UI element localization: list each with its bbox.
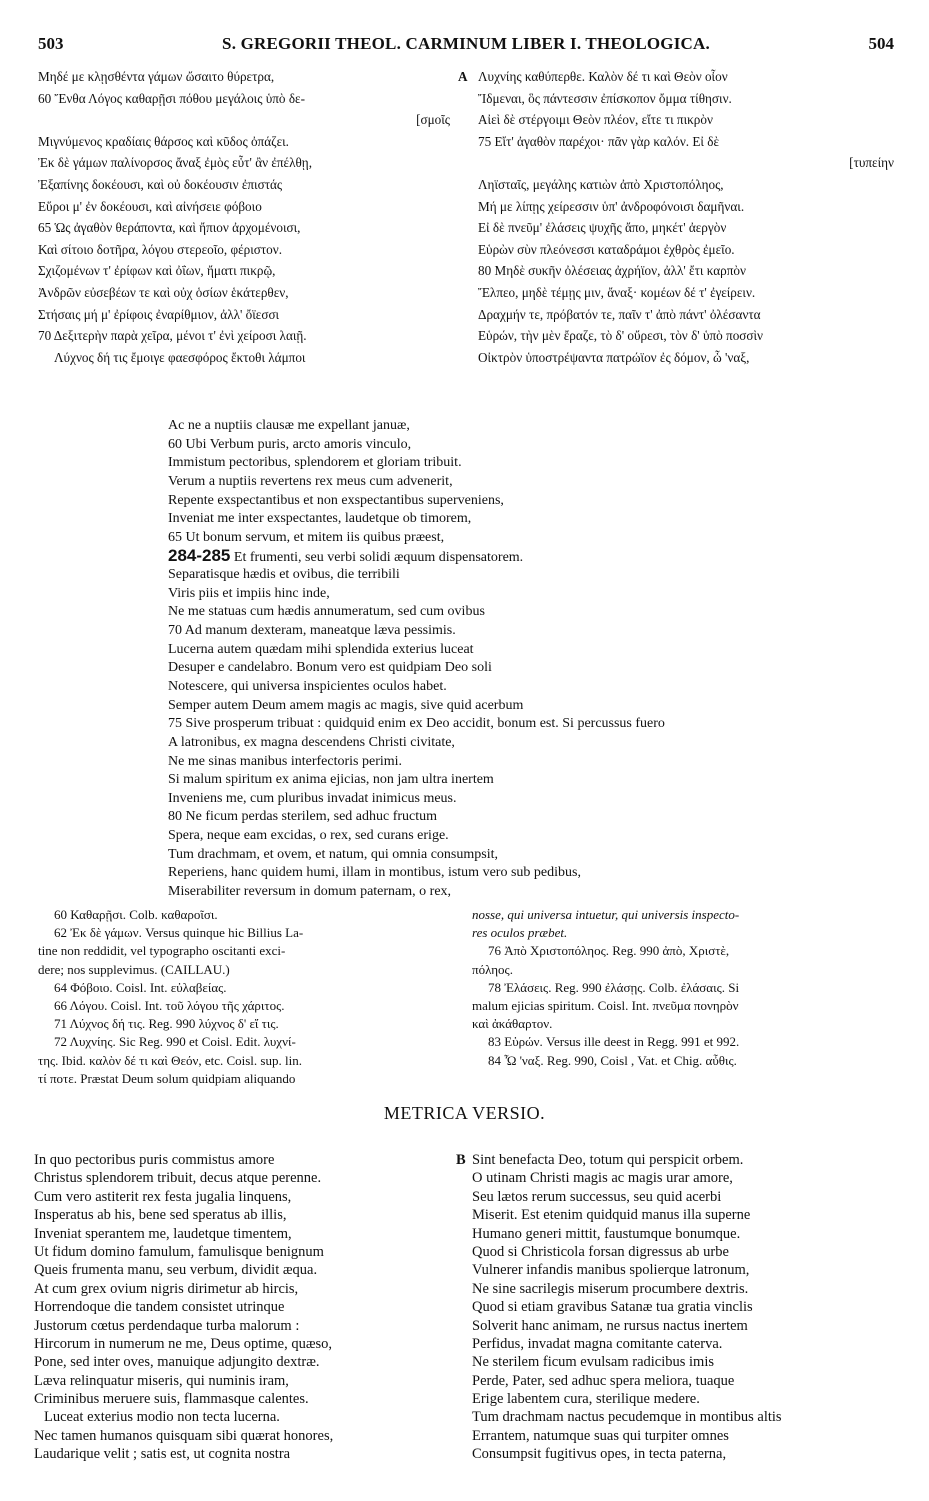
verse-line-text: Consumpsit fugitivus opes, in tecta paterna, [472, 1446, 727, 1463]
verse-line-text: Solverit hanc animam, ne rursus nactus inertem [472, 1317, 748, 1334]
latin-line: Desuper e candelabro. Bonum vero est quidpiam Deo soli [168, 660, 492, 676]
verse-line [456, 1445, 896, 1463]
greek-line: Μηδέ με κλῃσθέντα γάμων ὤσαιτο θύρετρα, [38, 69, 275, 84]
greek-line: Ἐξαπίνης δοκέουσι, καὶ οὐ δοκέουσιν ἐπιστάς [38, 176, 283, 192]
verse-line [456, 1169, 896, 1187]
footnote-line: καὶ ἀκάθαρτον. [472, 1016, 553, 1032]
running-title: S. GREGORII THEOL. CARMINUM LIBER I. THEOLOGICA. [222, 34, 710, 53]
greek-line [458, 88, 894, 110]
latin-line: 65 Ut bonum servum, et mitem iis quibus præest, [168, 529, 445, 545]
verse-line [456, 1225, 896, 1243]
section-title: METRICA VERSIO. [383, 1103, 546, 1123]
latin-line: 70 Ad manum dexteram, maneatque læva pessimis. [168, 623, 456, 639]
verse-line-text: Miserit. Est etenim quidquid manus illa superne [472, 1207, 751, 1224]
latin-line: Immistum pectoribus, splendorem et gloriam tribuit. [168, 455, 462, 471]
verse-line-text: Erige labentem cura, sterilique medere. [472, 1391, 700, 1408]
greek-line-text: Οἰκτρὸν ὑποστρέψαντα πατρώϊον ἐς δόμον, ὦ 'ναξ, [478, 349, 750, 365]
verse-line: Justorum cœtus perdendaque turba malorum : [34, 1317, 300, 1334]
latin-line: Verum a nuptiis revertens rex meus cum advenerit, [168, 473, 453, 489]
verse-line: Pone, sed inter oves, manuique adjungito dextræ. [34, 1354, 320, 1371]
verse-line: Insperatus ab his, bene sed speratus ab illis, [34, 1207, 287, 1224]
footnote-line: 83 Εὑρών. Versus ille deest in Regg. 991 et 992. [488, 1034, 740, 1050]
greek-line-text: Ληϊσταῖς, μεγάλης κατιὼν ἀπὸ Χριστοπόληος, [478, 176, 724, 192]
verse-line-text: Humano generi mittit, faustumque bonumque. [472, 1225, 741, 1242]
footnote-line: nosse, qui universa intuetur, qui universis inspecto- [472, 907, 740, 922]
verse-line-text: Quod si etiam gravibus Satanæ tua gratia vinclis [472, 1299, 753, 1316]
footnote-line: 72 Λυχνίης. Sic Reg. 990 et Coisl. Edit. λυχνί- [54, 1034, 296, 1050]
verse-line: Queis frumenta manu, seu verbum, dividit æqua. [34, 1262, 318, 1279]
greek-line: [σμοῖς [416, 112, 450, 128]
latin-line: Inveniat me inter exspectantes, laudetque ob timorem, [168, 511, 472, 527]
greek-line-text: 75 Εἴτ' ἀγαθὸν παρέχοι· πᾶν γὰρ καλόν. Εἰ δὲ [478, 133, 720, 149]
page-number-right: 504 [868, 34, 894, 53]
verse-line [456, 1151, 896, 1169]
footnote-line: malum ejicias spiritum. Coisl. Int. πνεῦμα πονηρὸν [472, 997, 739, 1013]
latin-lines-after-number [168, 566, 888, 902]
greek-line: Σχιζομένων τ' ἐρίφων καὶ ὀΐων, ἤματι πικρῷ, [38, 263, 276, 279]
verse-line-text: Vulnerer infandis manibus spolierque latronum, [472, 1262, 750, 1279]
verse-line [456, 1317, 896, 1335]
greek-line: Εὕροι μ' ἐν δοκέουσι, καὶ αἰνήσειε φόβοιο [38, 198, 262, 214]
greek-line-text: 80 Μηδὲ συκῆν ὀλέσειας ἀχρήϊον, ἀλλ' ἔτι καρπὸν [478, 263, 746, 279]
latin-line-text: Et frumenti, seu verbi solidi æquum dispensatorem. [233, 550, 524, 566]
greek-line-text: Εὑρών, τὴν μὲν ἔραζε, τὸ δ' οὔρεσι, τὸν δ' ὑπὸ ποσσὶν [478, 328, 764, 344]
footnote-line: res oculos præbet. [472, 925, 568, 941]
greek-line [458, 109, 894, 131]
latin-line: Ne me statuas cum hædis annumeratum, sed cum ovibus [168, 604, 485, 620]
greek-line [458, 66, 894, 88]
greek-text-left-column [38, 66, 458, 368]
latin-line: Separatisque hædis et ovibus, die terribili [168, 567, 400, 583]
footnote-line: 84 Ὦ 'ναξ. Reg. 990, Coisl , Vat. et Chig. αὖθις. [488, 1052, 737, 1068]
verse-line-text: Ne sterilem ficum evulsam radicibus imis [472, 1354, 715, 1371]
verse-line [456, 1261, 896, 1279]
footnote-line: πόληος. [472, 961, 513, 977]
latin-line: Ne me sinas manibus interfectoris perimi. [168, 753, 403, 769]
greek-line: Στήσαις μή μ' ἐρίφοις ἐναρίθμιον, ἀλλ' ὄϊεσσι [38, 306, 280, 322]
greek-line: 70 Δεξιτερὴν παρὰ χεῖρα, μένοι τ' ἐνὶ χείροσι λαιῇ. [38, 328, 307, 344]
footnotes-left-column [38, 906, 466, 1088]
verse-line: At cum grex ovium nigris dirimetur ab hircis, [34, 1280, 299, 1297]
footnote-line: dere; nos supplevimus. (CAILLAU.) [38, 961, 230, 977]
verse-line-text: Perde, Pater, sed adhuc spera meliora, tuaque [472, 1372, 735, 1389]
page-header [38, 34, 894, 56]
page-number-left: 503 [38, 34, 64, 53]
latin-line: Lucerna autem quædam mihi splendida exterius luceat [168, 641, 474, 657]
verse-line: Nec tamen humanos quisquam sibi quærat honores, [34, 1427, 334, 1444]
verse-line [456, 1408, 896, 1426]
latin-line: 60 Ubi Verbum puris, arcto amoris vinculo, [168, 436, 412, 452]
greek-line-text: Δραχμήν τε, πρόβατόν τε, παῖν τ' ἀπὸ πάντ' ὀλέσαντα [478, 306, 761, 322]
verse-line-text: Seu lætos rerum successus, seu quid acerbi [472, 1188, 722, 1205]
greek-line: Μιγνύμενος κραδίαις θάρσος καὶ κῦδος ὀπάζει. [38, 133, 289, 149]
greek-line-text: Ἔλπεο, μηδὲ τέμῃς μιν, ἄναξ· κομέων δέ τ' ἐγείρειν. [478, 284, 756, 300]
metrica-versio-right-column [456, 1151, 896, 1464]
latin-line: Miserabiliter reversum in domum paternam, o rex, [168, 884, 452, 900]
greek-line: Ἐκ δὲ γάμων παλίνορσος ἄναξ ἐμὸς εὖτ' ἂν ἐπέλθῃ, [38, 155, 312, 171]
verse-line: In quo pectoribus puris commistus amore [34, 1152, 275, 1168]
verse-line: Christus splendorem tribuit, decus atque perenne. [34, 1170, 322, 1187]
greek-line [458, 347, 894, 369]
verse-line: Inveniat sperantem me, laudetque timentem, [34, 1225, 292, 1242]
footnote-line: 76 Ἀπὸ Χριστοπόληος. Reg. 990 ἀπὸ, Χριστὲ, [488, 943, 730, 959]
greek-line-text: Εἰ δὲ πνεῦμ' ἐλάσεις ψυχῆς ἄπο, μηκέτ' ἀεργὸν [478, 220, 727, 236]
latin-line: 75 Sive prosperum tribuat : quidquid enim ex Deo accidit, bonum est. Si percussus fuero [168, 716, 665, 732]
verse-line [456, 1188, 896, 1206]
verse-line: Læva relinquatur miseris, qui numinis iram, [34, 1372, 289, 1389]
greek-text-right-column [458, 66, 894, 368]
verse-line-text: O utinam Christi magis ac magis urar amore, [472, 1170, 733, 1187]
metrica-versio-left-column [34, 1151, 454, 1464]
verse-line: Cum vero astiterit rex festa jugalia linquens, [34, 1188, 292, 1205]
footnote-line: tine non reddidit, vel typographo oscitanti exci- [38, 943, 286, 959]
verse-line [456, 1280, 896, 1298]
greek-line [458, 260, 894, 282]
greek-line [458, 174, 894, 196]
greek-line: Λύχνος δή τις ἔμοιγε φαεσφόρος ἔκτοθι λάμποι [54, 349, 306, 365]
margin-marker: A [458, 69, 468, 84]
footnote-line: 62 Ἐκ δὲ γάμων. Versus quinque hic Billius La- [54, 925, 304, 941]
verse-line-text: Sint benefacta Deo, totum qui perspicit orbem. [472, 1152, 744, 1168]
latin-line: A latronibus, ex magna descendens Christi civitate, [168, 734, 455, 750]
greek-line [458, 152, 894, 174]
greek-line-text: Αἰεὶ δὲ στέργοιμι Θεὸν πλέον, εἴτε τι πικρὸν [478, 112, 713, 128]
greek-line [458, 131, 894, 153]
greek-line [458, 304, 894, 326]
verse-line-text: Quod si Christicola forsan digressus ab urbe [472, 1243, 729, 1260]
greek-line-text: Εὑρὼν σὺν πλεόνεσσι καταδράμοι ἐχθρὸς ἐμεῖο. [478, 241, 735, 257]
verse-line [456, 1372, 896, 1390]
verse-line [456, 1243, 896, 1261]
verse-line [456, 1427, 896, 1445]
greek-line [458, 282, 894, 304]
greek-line-text: [τυπείην [849, 155, 894, 171]
footnotes-right-column [472, 906, 894, 1070]
greek-line: 65 Ὡς ἀγαθὸν θεράποντα, καὶ ἤπιον ἀρχομένοισι, [38, 220, 301, 236]
footnote-line: τί ποτε. Præstat Deum solum quidpiam aliquando [38, 1070, 296, 1086]
verse-line-text: Ne sine sacrilegis miserum procumbere dextris. [472, 1280, 749, 1297]
greek-line [458, 239, 894, 261]
latin-line: Notescere, qui universa inspicientes oculos habet. [168, 678, 447, 694]
footnote-line: 60 Καθαρῇσι. Colb. καθαροῖσι. [54, 907, 218, 922]
verse-line-text: Errantem, natumque suas qui turpiter omnes [472, 1427, 729, 1444]
latin-line: Ac ne a nuptiis clausæ me expellant januæ, [168, 418, 410, 433]
verse-line: Criminibus meruere suis, flammasque calentes. [34, 1391, 309, 1408]
latin-line: Si malum spiritum ex anima ejicias, non jam ultra inertem [168, 772, 494, 788]
latin-translation [168, 417, 888, 902]
verse-line [456, 1390, 896, 1408]
footnote-line: 64 Φόβοιο. Coisl. Int. εὐλαβείας. [54, 979, 227, 995]
latin-line: Reperiens, hanc quidem humi, illam in montibus, istum vero sub pedibus, [168, 865, 581, 881]
latin-line: Repente exspectantibus et non exspectantibus superveniens, [168, 492, 504, 508]
column-number: 284-285 [168, 546, 231, 566]
verse-line [456, 1206, 896, 1224]
verse-line: Hircorum in numerum ne me, Deus optime, quæso, [34, 1335, 333, 1352]
footnote-line: 66 Λόγου. Coisl. Int. τοῦ λόγου τῆς χάριτος. [54, 997, 285, 1013]
footnote-line: της. Ibid. καλὸν δέ τι καὶ Θεόν, etc. Coisl. sup. lin. [38, 1052, 302, 1068]
verse-line [456, 1335, 896, 1353]
latin-line: Spera, neque eam excidas, o rex, sed curans erige. [168, 828, 449, 844]
verse-line: Laudarique velit ; satis est, ut cognita nostra [34, 1446, 291, 1463]
greek-line-text: Λυχνίης καθύπερθε. Καλὸν δέ τι καὶ Θεὸν οἶον [478, 69, 728, 84]
greek-line [458, 196, 894, 218]
verse-line-text: Tum drachmam nactus pecudemque in montibus altis [472, 1409, 782, 1426]
verse-line [456, 1353, 896, 1371]
latin-lines-before-number [168, 417, 888, 547]
latin-line: Viris piis et impiis hinc inde, [168, 585, 330, 601]
footnote-line: 71 Λύχνος δή τις. Reg. 990 λύχνος δ' εἴ τις. [54, 1016, 279, 1032]
greek-line [458, 325, 894, 347]
greek-line-text: Μή με λίπῃς χείρεσσιν ὑπ' ἀνδροφόνοισι δαμῆναι. [478, 198, 745, 214]
latin-line: Tum drachmam, et ovem, et natum, qui omnia consumpsit, [168, 846, 498, 862]
verse-line: Luceat exterius modio non tecta lucerna. [44, 1409, 280, 1426]
verse-line: Ut fidum domino famulum, famulisque benignum [34, 1243, 324, 1260]
greek-line: Ἀνδρῶν εὐσεβέων τε καὶ οὐχ ὁσίων ἑκάτερθεν, [38, 284, 289, 300]
latin-line: Semper autem Deum amem magis ac magis, sive quid acerbum [168, 697, 524, 713]
latin-line-numbered [168, 547, 888, 566]
greek-line: Καὶ σίτοιο δοτῆρα, λόγου στερεοῖο, φέριστον. [38, 241, 283, 257]
greek-line [458, 217, 894, 239]
footnote-line: 78 Ἐλάσεις. Reg. 990 ἐλάσῃς. Colb. ἐλάσαις. Si [488, 979, 740, 995]
verse-line [456, 1298, 896, 1316]
greek-line: 60 Ἔνθα Λόγος καθαρῇσι πόθου μεγάλοις ὑπὸ δε- [38, 90, 305, 106]
verse-line: Horrendoque die tandem consistet utrinque [34, 1299, 285, 1316]
latin-line: 80 Ne ficum perdas sterilem, sed adhuc fructum [168, 809, 438, 825]
latin-line: Inveniens me, cum pluribus invadat inimicus meus. [168, 790, 457, 806]
margin-marker: B [456, 1152, 466, 1168]
verse-line-text: Perfidus, invadat magna comitante caterva. [472, 1335, 723, 1352]
greek-line-text: Ἴδμεναι, ὃς πάντεσσιν ἐπίσκοπον ὄμμα τίθησιν. [478, 90, 732, 106]
